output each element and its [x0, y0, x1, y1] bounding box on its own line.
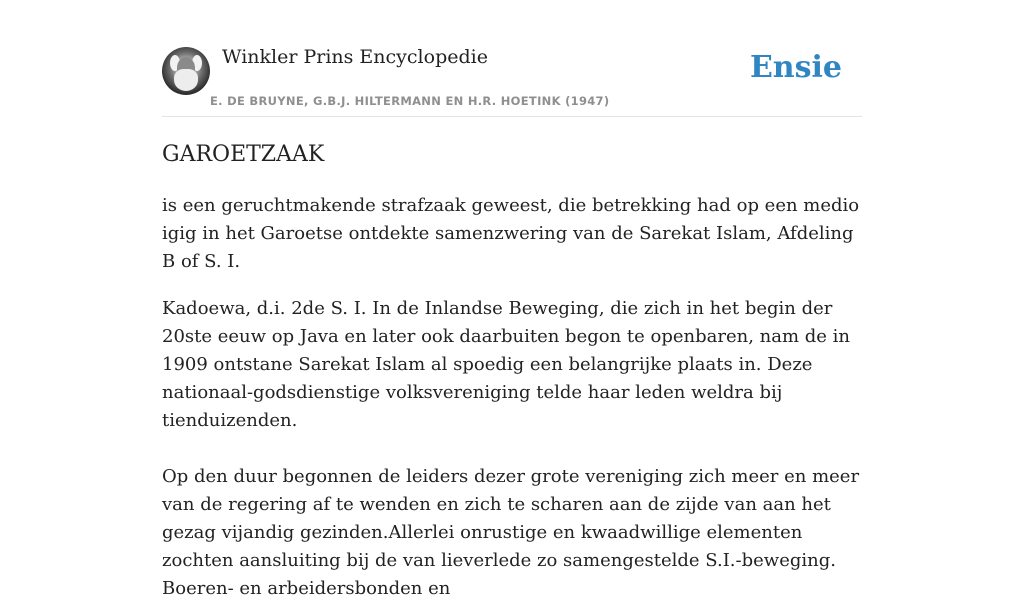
article-paragraph-2: Kadoewa, d.i. 2de S. I. In de Inlandse Beweging, die zich in het begin der 20ste eeuw op Java en later ook daarbuiten begon te openbaren, nam de in 1909 ontstane Sarekat Islam al spoedig een belangrijke plaats in. Deze nationaal-godsdienstige volksvereniging telde haar leden weldra bij tienduizenden.	[162, 298, 851, 431]
authors-byline: E. DE BRUYNE, G.B.J. HILTERMANN EN H.R. HOETINK (1947)	[210, 94, 610, 108]
article-content	[162, 140, 862, 603]
site-header	[162, 0, 862, 117]
entry-title: GAROETZAAK	[162, 142, 325, 167]
portrait-avatar-icon[interactable]	[162, 47, 210, 95]
avatar-beard	[174, 69, 198, 91]
article-paragraph-1: is een geruchtmakende strafzaak geweest, die betrekking had op een medio igig in het Garoetse ontdekte samenzwering van de Sarekat Islam, Afdeling B of S. I.	[162, 195, 860, 272]
ensie-logo-link[interactable]: Ensie	[749, 50, 842, 85]
article-paragraph-3: Op den duur begonnen de leiders dezer grote vereniging zich meer en meer van de regering af te wenden en zich te scharen aan de zijde van aan het gezag vijandig gezinden.Allerlei onrustige en kwaadwillige elementen zochten aansluiting bij de van lieverlede zo samengestelde S.I.-beweging. Boeren- en arbeidersbonden en	[162, 466, 860, 599]
encyclopedia-title-link[interactable]: Winkler Prins Encyclopedie	[222, 46, 488, 68]
